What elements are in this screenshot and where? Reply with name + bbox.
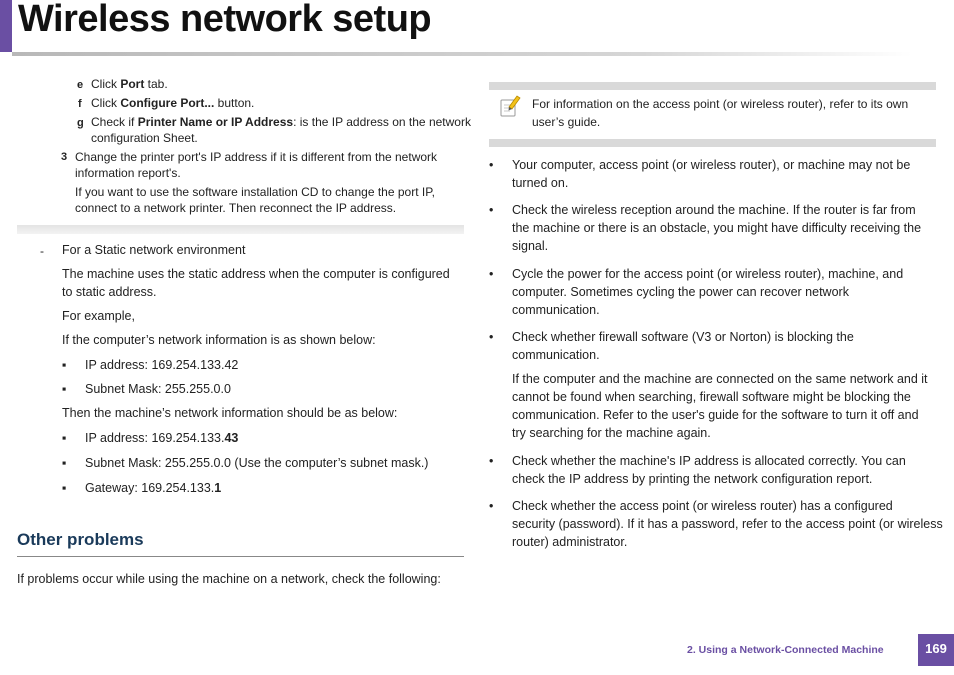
text-line: Cycle the power for the access point (or wireless router), machine, and: [512, 267, 904, 281]
text-line: check the IP address by printing the network configuration report.: [512, 472, 873, 486]
step-text: [91, 114, 471, 130]
text-line: communication.: [512, 348, 600, 362]
list-square: ▪: [62, 382, 67, 396]
step-text-part: : is the IP address on the network: [293, 115, 471, 129]
other-problems-intro: If problems occur while using the machine on a network, check the following:: [17, 572, 441, 586]
text-line: Check whether the machine's IP address is allocated correctly. You can: [512, 454, 906, 468]
step-3-num: 3: [61, 151, 68, 163]
text-line: Your computer, access point (or wireless router), or machine may not be: [512, 158, 911, 172]
text-line: cannot be found when searching, firewall software might be blocking the: [512, 390, 911, 404]
ip-prefix: IP address: 169.254.133.: [85, 431, 225, 445]
text-line: Check the wireless reception around the machine. If the router is far from: [512, 203, 916, 217]
ip-suffix: 43: [224, 431, 239, 445]
bullet-item: [512, 452, 906, 488]
step-letter: e: [77, 79, 84, 91]
text-line: security (password). If it has a password, refer to the access point (or wireless: [512, 517, 943, 531]
port-tab-label: Port: [120, 77, 145, 91]
step-text-part: Click: [91, 77, 121, 91]
title-accent-bar: [0, 0, 12, 52]
page-title: Wireless network setup: [18, 0, 432, 40]
list-item: [85, 479, 221, 497]
section-divider-band: [17, 225, 464, 234]
gateway-prefix: Gateway: 169.254.133.: [85, 481, 215, 495]
text-line: Check whether firewall software (V3 or Norton) is blocking the: [512, 330, 854, 344]
text-line: Check whether the access point (or wireless router) has a configured: [512, 499, 893, 513]
step-letter: f: [78, 98, 82, 110]
note-box-top-bar: [489, 82, 936, 90]
bullet-dot: •: [489, 499, 494, 513]
other-problems-heading: Other problems: [17, 530, 144, 549]
text-line: the machine or there is an obstacle, you might have difficulty receiving the: [512, 221, 922, 235]
step-text-part: tab.: [144, 77, 168, 91]
step-text-line2: configuration Sheet.: [91, 131, 198, 145]
bullet-item: [512, 201, 921, 255]
bullet-item: [512, 265, 903, 319]
bullet-dot: •: [489, 158, 494, 172]
step-text: [91, 95, 254, 111]
for-example-text: For example,: [62, 309, 135, 323]
text-line: Change the printer port's IP address if it is different from the network: [75, 150, 438, 164]
text-line: signal.: [512, 239, 549, 253]
text-line: connect to a network printer. Then reconnect the IP address.: [75, 201, 397, 215]
step-text-part: Check if: [91, 115, 138, 129]
text-line: computer. Sometimes cycling the power can recover network: [512, 285, 849, 299]
text-line: For information on the access point (or wireless router), refer to its own: [532, 97, 909, 111]
text-line: router) administrator.: [512, 535, 628, 549]
static-env-paragraph: [62, 265, 450, 301]
text-line: try searching for the machine again.: [512, 426, 711, 440]
bullet-item: [512, 156, 910, 192]
list-item: Subnet Mask: 255.255.0.0 (Use the computer’s subnet mask.): [85, 456, 429, 470]
text-line: communication.: [512, 303, 600, 317]
list-item: [85, 429, 238, 447]
note-box-bottom-bar: [489, 139, 936, 147]
text-line: user’s guide.: [532, 115, 601, 129]
step-f: [78, 95, 255, 112]
text-line: communication. Refer to the user's guide for the software to turn it off and: [512, 408, 919, 422]
note-text: [532, 95, 908, 131]
note-icon: [499, 94, 521, 123]
computer-info-text: If the computer’s network information is as shown below:: [62, 333, 376, 347]
static-env-heading: For a Static network environment: [62, 243, 246, 257]
bullet-dot: •: [489, 267, 494, 281]
step-text-part: button.: [214, 96, 255, 110]
step-3-text: [75, 149, 437, 216]
gateway-suffix: 1: [214, 481, 222, 495]
list-square: ▪: [62, 456, 67, 470]
bullet-dot: •: [489, 454, 494, 468]
text-line: turned on.: [512, 176, 569, 190]
footer-chapter: 2. Using a Network-Connected Machine: [687, 644, 884, 656]
text-line: to static address.: [62, 285, 157, 299]
step-e: [77, 76, 168, 93]
list-item: IP address: 169.254.133.42: [85, 358, 239, 372]
printer-name-label: Printer Name or IP Address: [137, 115, 294, 129]
page-number: 169: [918, 634, 954, 666]
bullet-item: [512, 497, 943, 551]
section-rule: [17, 556, 464, 557]
firewall-extra-paragraph: [512, 370, 928, 442]
text-line: The machine uses the static address when the computer is configured: [62, 267, 450, 281]
configure-port-label: Configure Port...: [120, 96, 215, 110]
list-item: Subnet Mask: 255.255.0.0: [85, 382, 231, 396]
list-square: ▪: [62, 358, 67, 372]
list-square: ▪: [62, 481, 67, 495]
step-text-part: Click: [91, 96, 121, 110]
step-g: [77, 114, 471, 145]
bullet-item: [512, 328, 854, 364]
bullet-dot: •: [489, 330, 494, 344]
step-letter: g: [77, 117, 84, 129]
step-text: [91, 76, 168, 92]
title-rule: [12, 52, 912, 56]
list-square: ▪: [62, 431, 67, 445]
text-line: If the computer and the machine are connected on the same network and it: [512, 372, 928, 386]
text-line: information report's.: [75, 166, 181, 180]
text-line: If you want to use the software installation CD to change the port IP,: [75, 185, 435, 199]
dash-marker: -: [40, 244, 44, 258]
bullet-dot: •: [489, 203, 494, 217]
machine-info-text: Then the machine’s network information should be as below:: [62, 406, 398, 420]
